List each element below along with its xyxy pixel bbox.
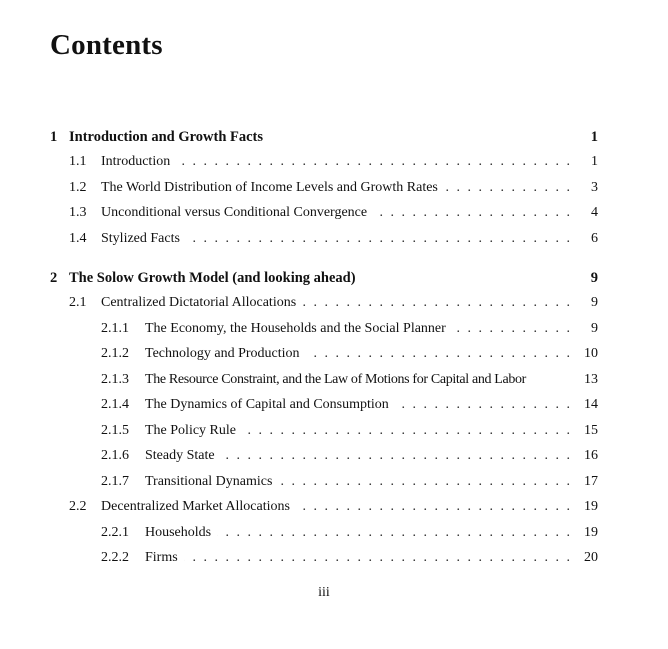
toc-subsection-entry[interactable] [101,473,598,491]
dot-leader [184,549,570,567]
entry-number: 2.1.3 [101,372,129,387]
entry-title: The Resource Constraint, and the Law of Motions for Capital and Labor [145,372,526,387]
entry-title: Households [145,525,212,540]
entry-page-number: 15 [584,423,598,438]
entry-page-number: 6 [591,231,598,246]
entry-title: Firms [145,550,178,565]
entry-page-number: 20 [584,550,598,565]
entry-title: Decentralized Market Allocations [101,499,290,514]
toc-subsection-entry[interactable] [101,396,598,414]
entry-number: 2.1 [69,295,87,310]
toc-section-entry[interactable] [69,498,598,516]
entry-title: Transitional Dynamics [145,474,273,489]
entry-page-number: 9 [591,295,598,310]
entry-number: 1.3 [69,205,87,220]
entry-number: 2.1.1 [101,321,129,336]
toc-chapter-entry[interactable] [50,128,598,146]
entry-number: 2.1.7 [101,474,129,489]
entry-title: Stylized Facts [101,231,180,246]
page-title: Contents [50,29,163,61]
entry-page-number: 19 [584,525,598,540]
entry-number: 2.1.5 [101,423,129,438]
dot-leader [278,473,570,491]
toc-section-entry[interactable] [69,153,598,171]
toc-chapter-entry[interactable] [50,269,598,287]
toc-subsection-entry[interactable] [101,345,598,363]
dot-leader [373,204,570,222]
toc-subsection-entry[interactable] [101,524,598,542]
page-folio: iii [318,585,330,600]
dot-leader [395,396,570,414]
toc-subsection-entry[interactable] [101,371,598,389]
entry-number: 2 [50,270,58,286]
entry-number: 1.4 [69,231,87,246]
entry-title: Technology and Production [145,346,300,361]
entry-title: The World Distribution of Income Levels and Growth Rates [101,180,438,195]
entry-page-number: 9 [591,321,598,336]
dot-leader [296,498,570,516]
entry-number: 2.1.2 [101,346,129,361]
toc-subsection-entry[interactable] [101,320,598,338]
entry-title: Steady State [145,448,215,463]
entry-title: The Dynamics of Capital and Consumption [145,397,389,412]
entry-number: 2.2.1 [101,525,129,540]
entry-page-number: 9 [590,270,598,286]
entry-page-number: 10 [584,346,598,361]
dot-leader [306,345,570,363]
entry-page-number: 16 [584,448,598,463]
entry-title: The Economy, the Households and the Social Planner [145,321,446,336]
dot-leader [186,230,570,248]
toc-section-entry[interactable] [69,230,598,248]
entry-title: The Solow Growth Model (and looking ahead) [69,270,356,286]
entry-number: 2.2.2 [101,550,129,565]
entry-number: 2.2 [69,499,87,514]
dot-leader [452,320,570,338]
toc-section-entry[interactable] [69,204,598,222]
toc-subsection-entry[interactable] [101,549,598,567]
toc-subsection-entry[interactable] [101,422,598,440]
toc-section-entry[interactable] [69,294,598,312]
entry-page-number: 13 [584,372,598,387]
entry-number: 2.1.4 [101,397,129,412]
dot-leader [242,422,570,440]
entry-page-number: 3 [591,180,598,195]
entry-number: 2.1.6 [101,448,129,463]
entry-page-number: 1 [591,154,598,169]
entry-page-number: 1 [590,129,598,145]
dot-leader [176,153,570,171]
entry-title: Introduction and Growth Facts [69,129,264,145]
toc-section-entry[interactable] [69,179,598,197]
entry-title: Unconditional versus Conditional Convergence [101,205,368,220]
entry-title: Introduction [101,154,171,169]
entry-page-number: 17 [584,474,598,489]
dot-leader [221,447,570,465]
entry-page-number: 14 [584,397,598,412]
dot-leader [302,294,570,312]
dot-leader [217,524,570,542]
dot-leader [444,179,570,197]
entry-title: Centralized Dictatorial Allocations [101,295,297,310]
toc-subsection-entry[interactable] [101,447,598,465]
entry-number: 1 [50,129,58,145]
entry-title: The Policy Rule [145,423,236,438]
entry-page-number: 19 [584,499,598,514]
entry-number: 1.1 [69,154,87,169]
entry-number: 1.2 [69,180,87,195]
entry-page-number: 4 [591,205,598,220]
